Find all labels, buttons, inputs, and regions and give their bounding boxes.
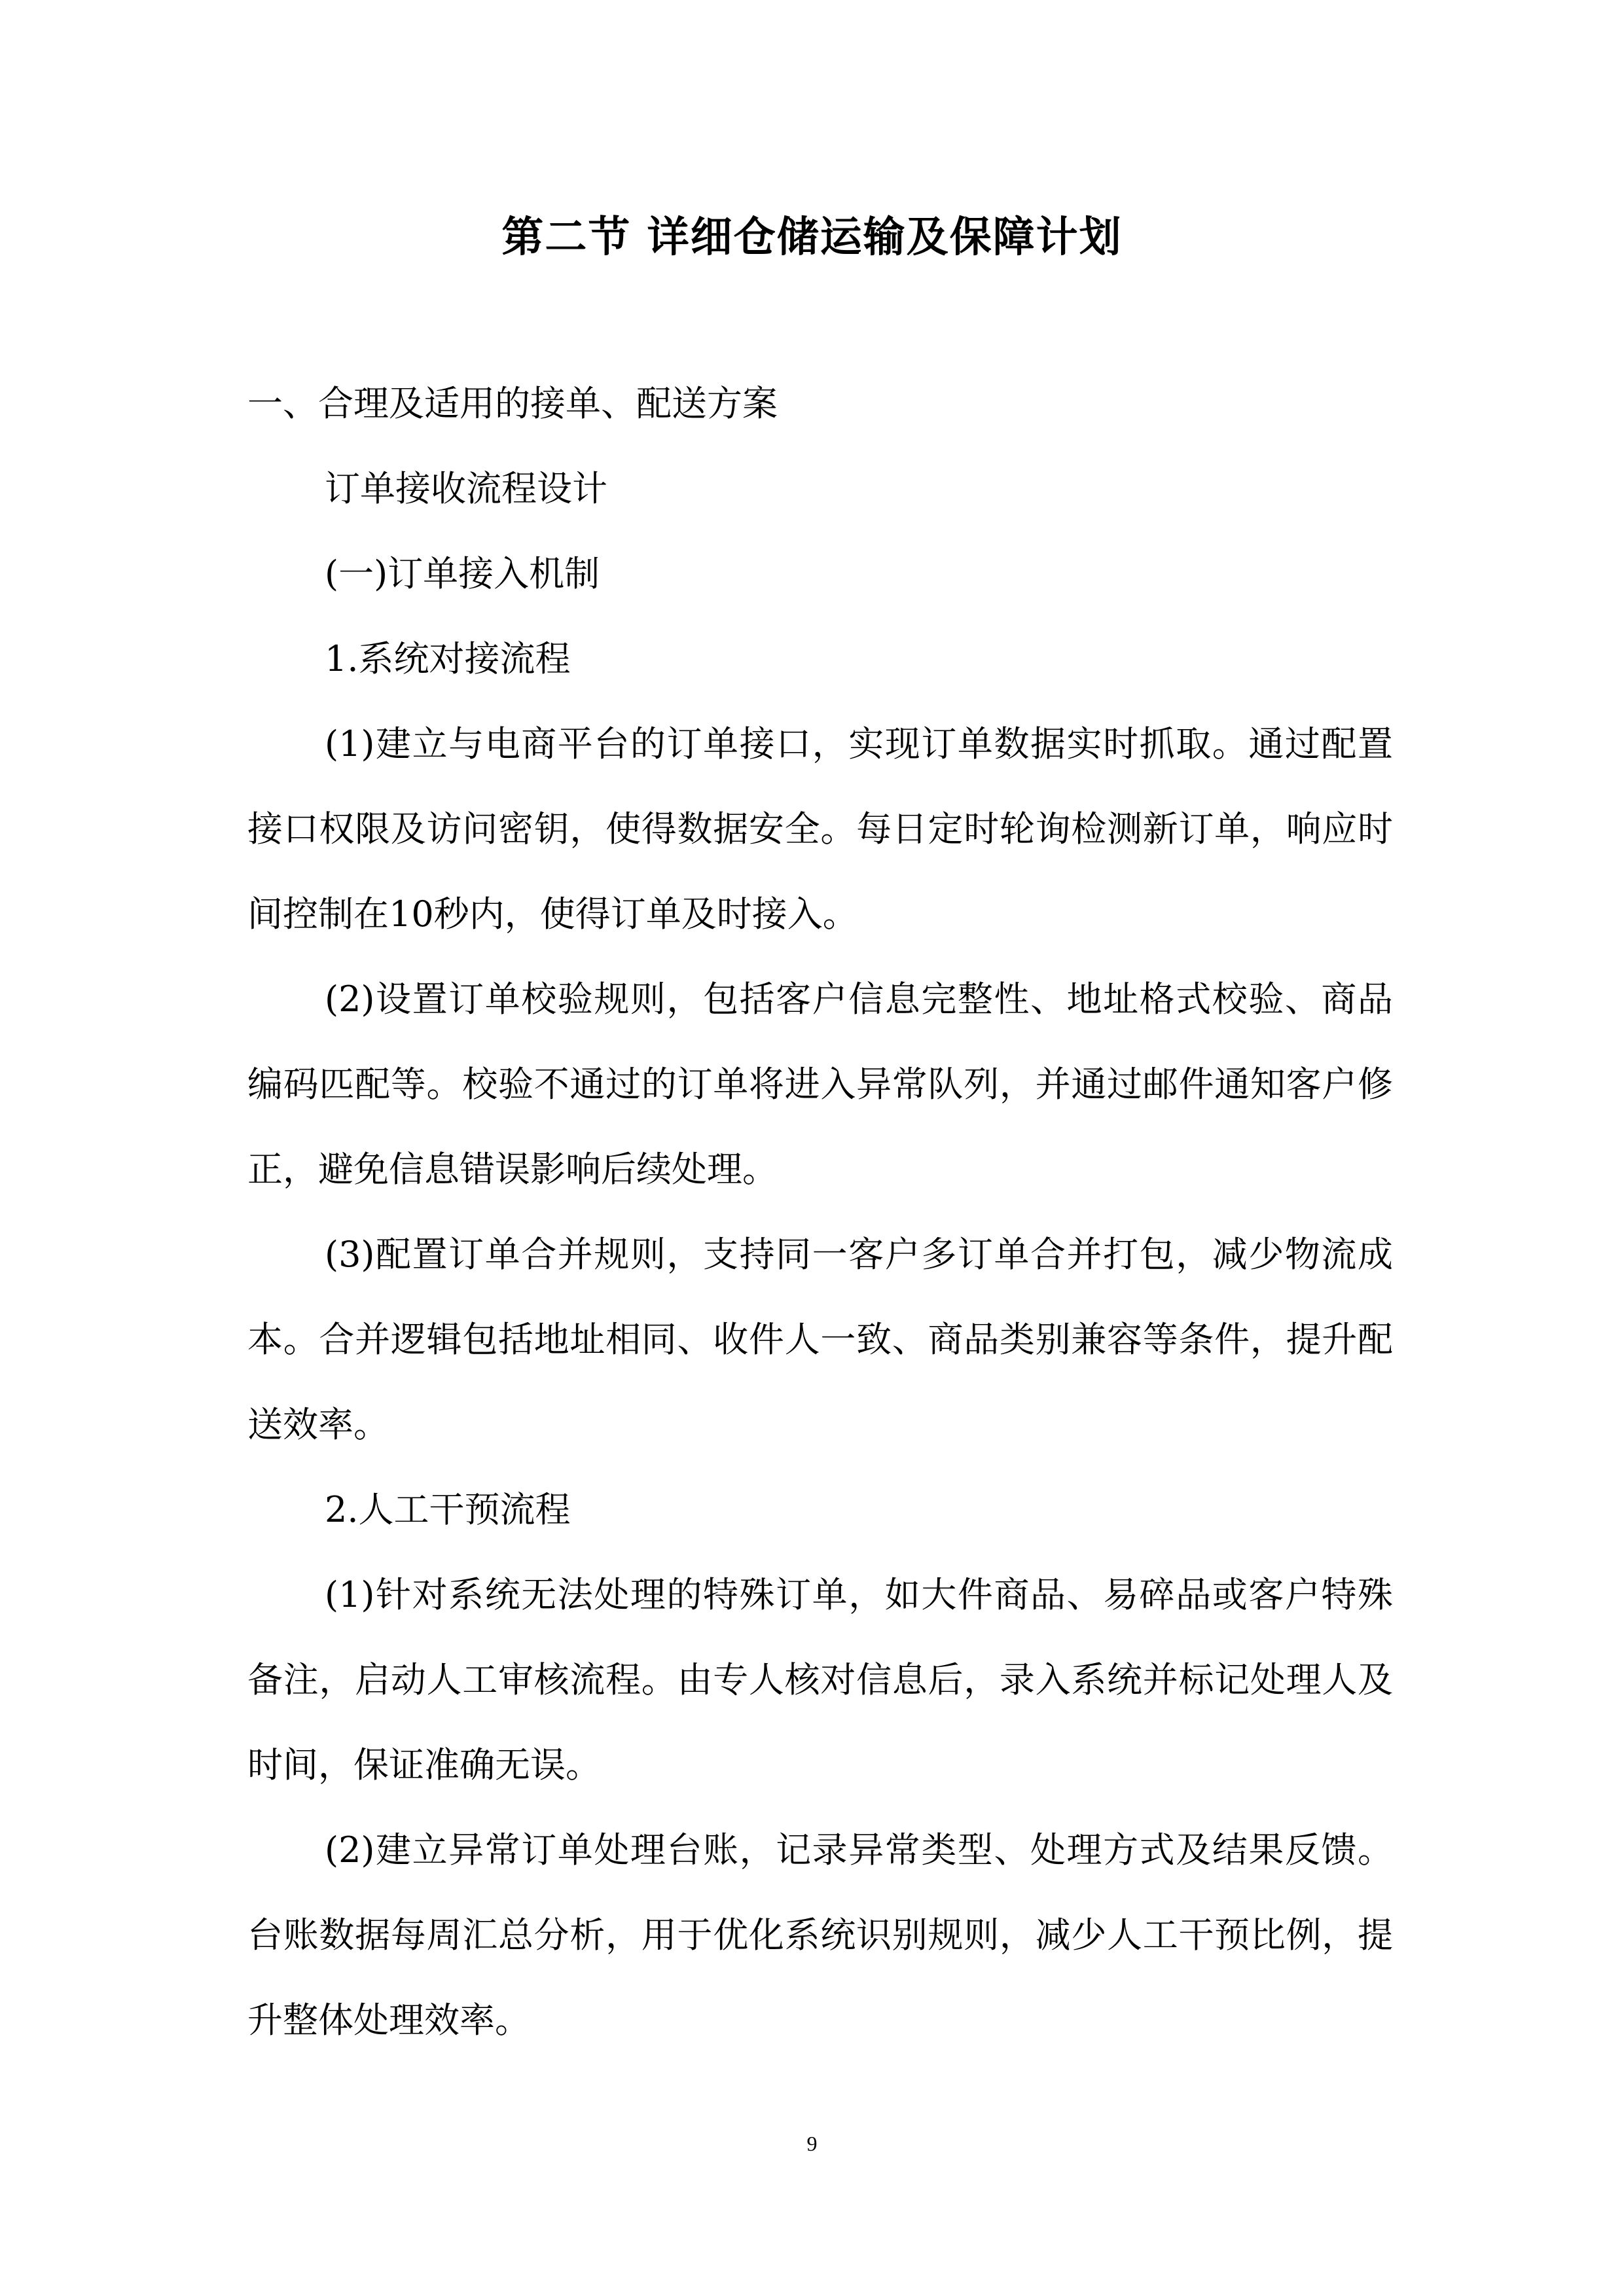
paragraph: (2)设置订单校验规则，包括客户信息完整性、地址格式校验、商品编码匹配等。校验不通过的订单将进入异常队列，并通过邮件通知客户修正，避免信息错误影响后续处理。 [247,978,1393,1190]
document-body [247,361,1393,2063]
paragraph: (3)配置订单合并规则，支持同一客户多订单合并打包，减少物流成本。合并逻辑包括地址相同、收件人一致、商品类别兼容等条件，提升配送效率。 [247,1234,1393,1445]
item-heading: 1.系统对接流程 [325,638,571,679]
paragraph: (1)建立与电商平台的订单接口，实现订单数据实时抓取。通过配置接口权限及访问密钥，使得数据安全。每日定时轮询检测新订单，响应时间控制在10秒内，使得订单及时接入。 [247,723,1393,935]
item-heading: 2.人工干预流程 [325,1489,571,1530]
paragraph: (2)建立异常订单处理台账，记录异常类型、处理方式及结果反馈。台账数据每周汇总分析，用于优化系统识别规则，减少人工干预比例，提升整体处理效率。 [247,1829,1393,2041]
part-heading: (一)订单接入机制 [325,553,600,594]
paragraph: (1)针对系统无法处理的特殊订单，如大件商品、易碎品或客户特殊备注，启动人工审核流程。由专人核对信息后，录入系统并标记处理人及时间，保证准确无误。 [247,1574,1393,1785]
subsection-heading: 订单接收流程设计 [325,468,607,509]
section-heading: 一、合理及适用的接单、配送方案 [247,383,778,424]
page-number: 9 [806,2132,818,2155]
page-title: 第二节 详细仓储运输及保障计划 [501,213,1123,262]
